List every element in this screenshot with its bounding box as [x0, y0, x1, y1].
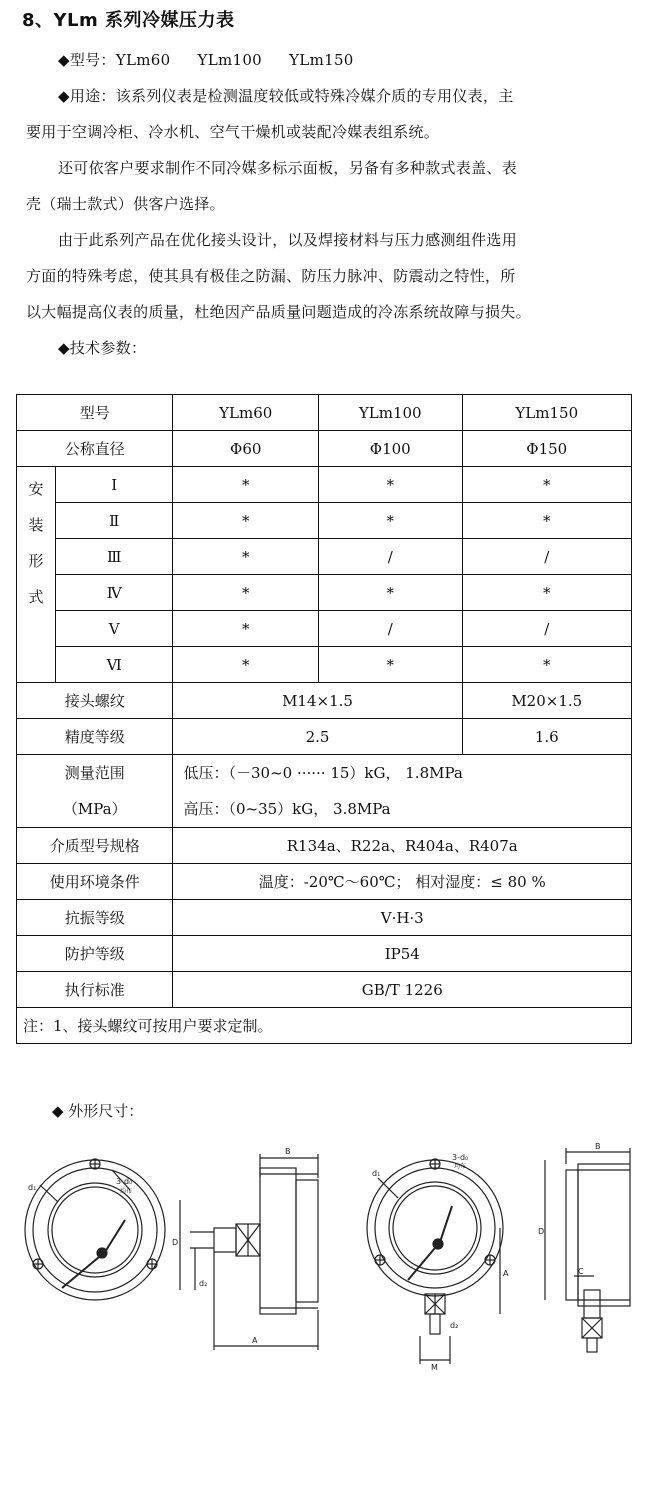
install-type: Ⅱ: [55, 503, 173, 539]
range-header: [17, 755, 173, 828]
range-label-1: 测量范围: [64, 764, 125, 782]
table-cell: 1.6: [462, 719, 631, 755]
range-label-2: （MPa）: [62, 800, 127, 818]
table-cell: R134a、R22a、R404a、R407a: [173, 828, 632, 864]
models-line: [58, 42, 648, 78]
table-row: [17, 719, 632, 755]
table-cell: /: [318, 539, 462, 575]
design-paragraph: [26, 222, 616, 330]
model-header: 型号: [17, 395, 173, 431]
model-ylm100: YLm100: [197, 51, 263, 69]
table-cell: Φ100: [318, 431, 462, 467]
table-cell: *: [173, 647, 318, 683]
label-d1-right: d₁: [372, 1169, 381, 1178]
table-cell: /: [462, 539, 631, 575]
table-row: [17, 539, 632, 575]
table-row: [17, 900, 632, 936]
design-line-3: 以大幅提高仪表的质量，杜绝因产品质量问题造成的冷冻系统故障与损失。: [26, 303, 531, 321]
table-row: [17, 755, 632, 828]
usage-line-2: 要用于空调冷柜、冷水机、空气干燥机或装配冷媒表组系统。: [26, 123, 440, 141]
gauge-front-view-1: [25, 1159, 165, 1300]
install-type: Ⅲ: [55, 539, 173, 575]
table-cell: *: [173, 467, 318, 503]
label-d2-right: d₂: [450, 1321, 459, 1330]
dimension-drawings: [0, 1140, 650, 1370]
vibration-header: 抗振等级: [17, 900, 173, 936]
label-m-right: M: [431, 1363, 438, 1370]
model-label: ◆型号：YLm60: [58, 51, 171, 69]
custom-paragraph: [26, 150, 616, 222]
thread-header: 接头螺纹: [17, 683, 173, 719]
tech-title: ◆技术参数：: [58, 339, 147, 357]
range-high: 高压：（0~35）kG， 3.8MPa: [183, 800, 391, 818]
env-header: 使用环境条件: [17, 864, 173, 900]
label-b-left: B: [285, 1147, 291, 1156]
label-d1-left: d₁: [28, 1183, 37, 1192]
range-values: [173, 755, 632, 828]
usage-line-1: ◆用途：该系列仪表是检测温度较低或特殊冷媒介质的专用仪表，主: [58, 87, 514, 105]
model-ylm150: YLm150: [289, 51, 354, 69]
table-cell: YLm150: [462, 395, 631, 431]
table-cell: /: [462, 611, 631, 647]
table-row: [17, 647, 632, 683]
table-cell: *: [173, 611, 318, 647]
protection-header: 防护等级: [17, 936, 173, 972]
table-row: [17, 1008, 632, 1044]
table-cell: *: [173, 503, 318, 539]
table-cell: IP54: [173, 936, 632, 972]
table-cell: /: [318, 611, 462, 647]
label-b-right: B: [595, 1142, 601, 1151]
table-row: [17, 864, 632, 900]
table-cell: *: [462, 503, 631, 539]
install-type: Ⅳ: [55, 575, 173, 611]
label-holes-right: 3-d₀: [452, 1153, 469, 1162]
table-cell: V·H·3: [173, 900, 632, 936]
table-row: [17, 611, 632, 647]
gauge-front-view-2: [367, 1159, 503, 1364]
label-d-right: D: [538, 1227, 545, 1236]
standard-header: 执行标准: [17, 972, 173, 1008]
label-holes-left: 3-d₀: [116, 1177, 133, 1186]
install-type: Ⅰ: [55, 467, 173, 503]
table-cell: *: [318, 575, 462, 611]
spec-table: [16, 394, 632, 1044]
table-cell: Φ150: [462, 431, 631, 467]
table-row: [17, 828, 632, 864]
install-char: 式: [28, 588, 44, 606]
table-row: [17, 683, 632, 719]
label-even-right: 均布: [454, 1163, 467, 1170]
table-cell: Φ60: [173, 431, 318, 467]
install-char: 装: [28, 516, 44, 534]
label-a-left: A: [252, 1336, 258, 1345]
table-note: 注：1、接头螺纹可按用户要求定制。: [17, 1008, 632, 1044]
custom-line-2: 壳（瑞士款式）供客户选择。: [26, 195, 225, 213]
accuracy-header: 精度等级: [17, 719, 173, 755]
install-char: 形: [28, 552, 44, 570]
table-cell: *: [318, 503, 462, 539]
table-row: [17, 431, 632, 467]
table-row: [17, 936, 632, 972]
install-type-header: [17, 467, 56, 683]
table-cell: *: [318, 467, 462, 503]
table-cell: 温度：-20℃～60℃； 相对湿度：≤ 80 %: [173, 864, 632, 900]
diameter-header: 公称直径: [17, 431, 173, 467]
table-cell: *: [462, 647, 631, 683]
table-row: [17, 575, 632, 611]
table-cell: *: [318, 647, 462, 683]
dimensions-title: ◆ 外形尺寸：: [52, 1102, 144, 1120]
label-d2-left: d₂: [199, 1279, 208, 1288]
table-cell: *: [462, 467, 631, 503]
label-d-left: D: [172, 1238, 179, 1247]
medium-header: 介质型号规格: [17, 828, 173, 864]
install-type: Ⅴ: [55, 611, 173, 647]
section-heading: 8、YLm 系列冷媒压力表: [22, 10, 235, 31]
table-cell: GB/T 1226: [173, 972, 632, 1008]
label-even-left: 均布: [120, 1188, 133, 1195]
table-row: [17, 503, 632, 539]
table-cell: *: [173, 539, 318, 575]
custom-line-1: 还可依客户要求制作不同冷媒多标示面板，另备有多种款式表盖、表: [58, 159, 518, 177]
label-a-right: A: [503, 1269, 509, 1278]
usage-paragraph: [26, 78, 616, 150]
table-cell: M20×1.5: [462, 683, 631, 719]
install-char: 安: [28, 480, 44, 498]
design-line-1: 由于此系列产品在优化接头设计，以及焊接材料与压力感测组件选用: [58, 231, 518, 249]
table-cell: M14×1.5: [173, 683, 462, 719]
table-row: [17, 972, 632, 1008]
table-cell: *: [462, 575, 631, 611]
table-cell: 2.5: [173, 719, 462, 755]
range-low: 低压：（－30~0 ······ 15）kG， 1.8MPa: [183, 764, 463, 782]
gauge-side-view-1: [180, 1154, 318, 1350]
table-cell: YLm60: [173, 395, 318, 431]
table-cell: YLm100: [318, 395, 462, 431]
table-row: [17, 467, 632, 503]
gauge-side-view-2: [545, 1148, 630, 1352]
install-type: Ⅵ: [55, 647, 173, 683]
design-line-2: 方面的特殊考虑，使其具有极佳之防漏、防压力脉冲、防震动之特性，所: [26, 267, 516, 285]
table-cell: *: [173, 575, 318, 611]
label-c-right: C: [578, 1267, 584, 1276]
table-row: [17, 395, 632, 431]
